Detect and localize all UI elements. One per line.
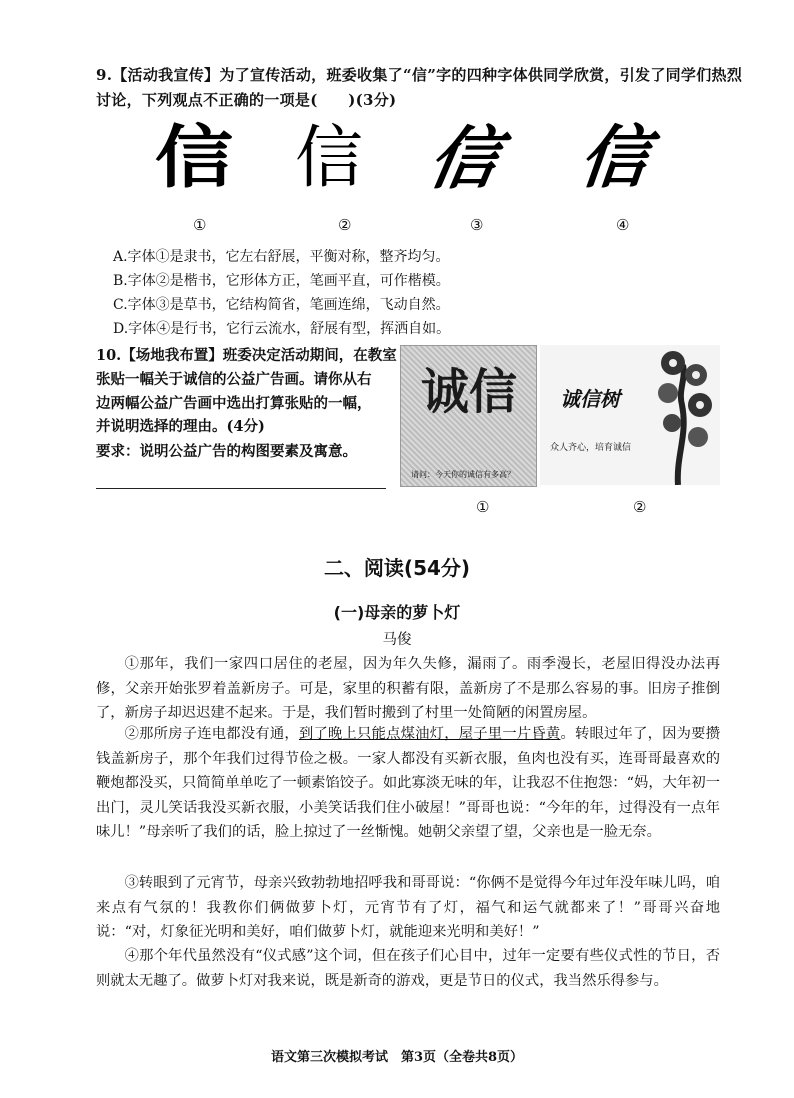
poster-label-2: ② — [633, 498, 647, 516]
calligraphy-glyph-1: 信 — [154, 119, 234, 198]
question-10-requirement: 要求：说明公益广告的构图要素及寓意。 — [96, 443, 357, 460]
option-d: D.字体④是行书，它行云流水，舒展有型，挥洒自如。 — [113, 321, 451, 337]
option-a: A.字体①是隶书，它左右舒展，平衡对称，整齐均匀。 — [113, 249, 450, 265]
question-10-line1: 10.【场地我布置】班委决定活动期间，在教室 — [96, 347, 397, 364]
option-b: B.字体②是楷书，它形体方正，笔画平直，可作楷模。 — [113, 273, 450, 289]
answer-line — [96, 488, 386, 489]
paragraph-3-text: ③转眼到了元宵节，母亲兴致勃勃地招呼我和哥哥说：“你俩不是觉得今年过年没年味儿吗，咱来点有气氛的！我教你们俩做萝卜灯，元宵节有了灯，福气和运气就都来了！”哥哥兴奋地说：“对，灯象征光明和美好，咱们做萝卜灯，就能迎来光明和美好！” — [96, 875, 720, 940]
paragraph-3 — [96, 871, 720, 945]
question-10-line3: 边两幅公益广告画中选出打算张贴的一幅， — [96, 395, 372, 412]
paragraph-2-text — [96, 722, 720, 845]
poster-1-headline: 诚信 — [421, 364, 518, 420]
glyph-label-2: ② — [338, 216, 352, 234]
paragraph-2 — [96, 722, 720, 845]
question-10-line2: 张贴一幅关于诚信的公益广告画。请你从右 — [96, 371, 372, 388]
poster-1 — [400, 345, 537, 487]
calligraphy-glyph-2: 信 — [295, 119, 364, 198]
poster-2 — [540, 345, 720, 485]
poster-2-title: 诚信树 — [560, 387, 620, 411]
calligraphy-samples — [150, 118, 670, 208]
paragraph-4 — [96, 944, 720, 993]
calligraphy-glyph-4: 信 — [575, 119, 653, 198]
glyph-label-1: ① — [193, 216, 207, 234]
page-footer: 语文第三次模拟考试 第3页（全卷共8页） — [270, 1050, 524, 1065]
option-c: C.字体③是草书，它结构简省，笔画连绵，飞动自然。 — [113, 297, 450, 313]
poster-2-caption: 众人齐心，培育诚信 — [550, 443, 632, 453]
question-9-stem-line2: 讨论，下列观点不正确的一项是( )(3分) — [96, 91, 397, 109]
paragraph-1-text: ①那年，我们一家四口居住的老屋，因为年久失修，漏雨了。雨季漫长，老屋旧得没办法再修，父亲开始张罗着盖新房子。可是，家里的积蓄有限，盖新房了不是那么容易的事。旧房子推倒了，新房子却迟迟建不起来。于是，我们暂时搬到了村里一处简陋的闲置房屋。 — [96, 656, 720, 721]
paragraph-2-underlined: 到了晚上只能点煤油灯，屋子里一片昏黄 — [298, 726, 561, 742]
question-9-stem-line1: 9.【活动我宣传】为了宣传活动，班委收集了“信”字的四种字体供同学欣赏，引发了同学们热烈 — [96, 66, 743, 84]
poster-1-caption: 请问：今天你的诚信有多高？ — [411, 470, 515, 479]
paragraph-4-text: ④那个年代虽然没有“仪式感”这个词，但在孩子们心目中，过年一定要有些仪式性的节日，否则就太无趣了。做萝卜灯对我来说，既是新奇的游戏，更是节日的仪式，我当然乐得参与。 — [96, 948, 720, 989]
glyph-label-4: ④ — [616, 216, 630, 234]
paragraph-2-pre: ②那所房子连电都没有通， — [124, 726, 299, 742]
question-10-line4: 并说明选择的理由。(4分) — [96, 418, 265, 435]
article-title: (一)母亲的萝卜灯 — [333, 603, 461, 622]
paragraph-1 — [96, 652, 720, 726]
article-author: 马俊 — [382, 632, 412, 648]
calligraphy-glyph-3: 信 — [423, 121, 505, 197]
glyph-label-3: ③ — [470, 216, 484, 234]
section-title: 二、阅读(54分) — [323, 556, 471, 580]
tree-illustration — [648, 345, 718, 485]
paragraph-2-post: 。转眼过年了，因为要攒钱盖新房子，那个年我们过得节俭之极。一家人都没有买新衣服，鱼肉也没有买，连哥哥最喜欢的鞭炮都没买，只简简单单吃了一顿素馅饺子。如此寡淡无味的年，让我忍不住抱怨：“妈，大年初一出门，灵儿笑话我没买新衣服，小美笑话我们住小破屋！”哥哥也说：“今年的年，过得没有一点年味儿！”母亲听了我们的话，脸上掠过了一丝惭愧。她朝父亲望了望，父亲也是一脸无奈。 — [96, 726, 721, 840]
poster-label-1: ① — [476, 498, 490, 516]
